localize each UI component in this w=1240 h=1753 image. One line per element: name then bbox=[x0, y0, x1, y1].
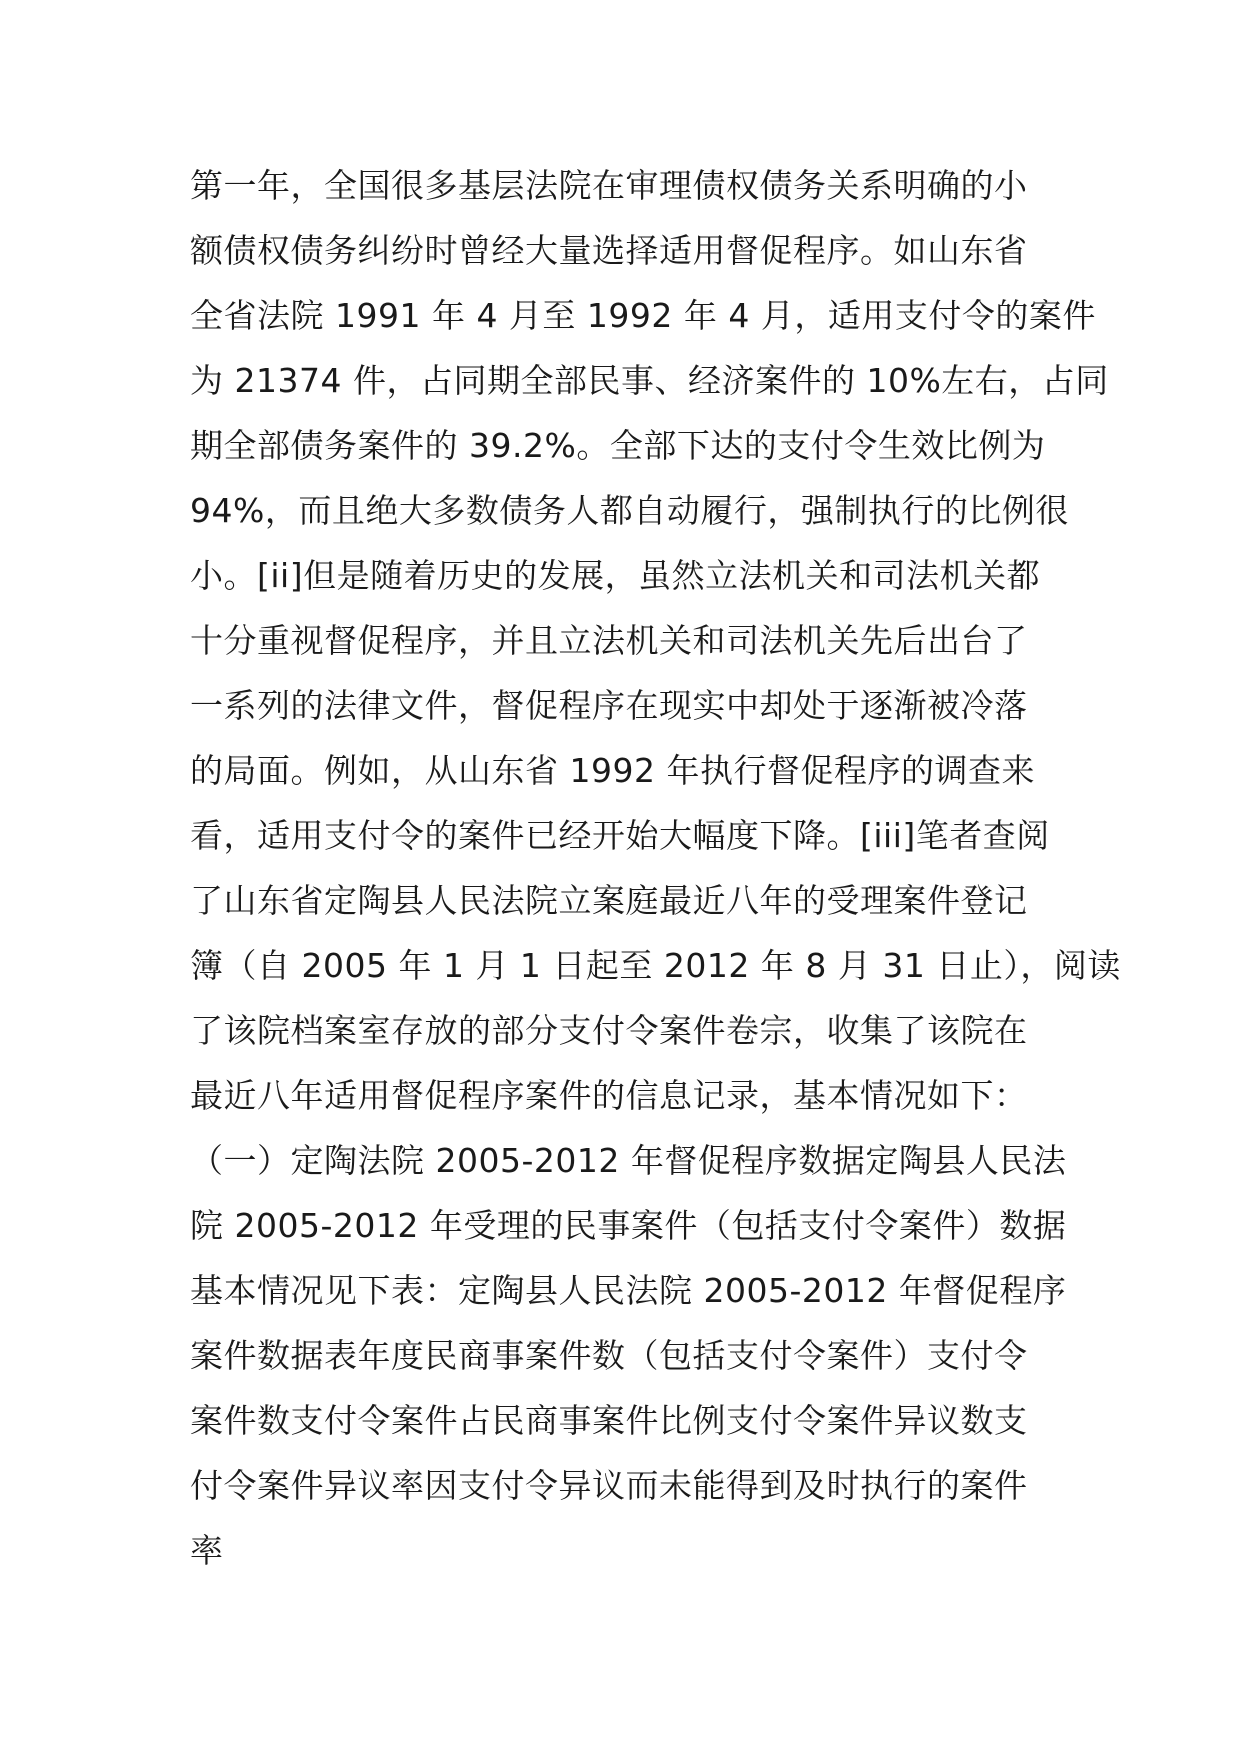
text-line: 小。[ii]但是随着历史的发展，虽然立法机关和司法机关都 bbox=[190, 556, 1041, 595]
text-line: 了该院档案室存放的部分支付令案件卷宗，收集了该院在 bbox=[190, 1011, 1028, 1050]
text-line: 第一年，全国很多基层法院在审理债权债务关系明确的小 bbox=[190, 166, 1028, 205]
text-line: 案件数支付令案件占民商事案件比例支付令案件异议数支 bbox=[190, 1401, 1028, 1440]
text-line: 十分重视督促程序，并且立法机关和司法机关先后出台了 bbox=[190, 621, 1028, 660]
text-line: 率 bbox=[190, 1531, 224, 1570]
text-line: 最近八年适用督促程序案件的信息记录，基本情况如下： bbox=[190, 1076, 1028, 1115]
text-line: 看，适用支付令的案件已经开始大幅度下降。[iii]笔者查阅 bbox=[190, 816, 1050, 855]
text-line: 的局面。例如，从山东省 1992 年执行督促程序的调查来 bbox=[190, 751, 1035, 790]
text-line: （一）定陶法院 2005-2012 年督促程序数据定陶县人民法 bbox=[190, 1141, 1067, 1180]
text-line: 簿（自 2005 年 1 月 1 日起至 2012 年 8 月 31 日止），阅读 bbox=[190, 946, 1121, 985]
text-line: 额债权债务纠纷时曾经大量选择适用督促程序。如山东省 bbox=[190, 231, 1028, 270]
text-line: 院 2005-2012 年受理的民事案件（包括支付令案件）数据 bbox=[190, 1206, 1067, 1245]
text-line: 全省法院 1991 年 4 月至 1992 年 4 月，适用支付令的案件 bbox=[190, 296, 1096, 335]
text-line: 94%，而且绝大多数债务人都自动履行，强制执行的比例很 bbox=[190, 491, 1069, 530]
text-line: 一系列的法律文件，督促程序在现实中却处于逐渐被冷落 bbox=[190, 686, 1028, 725]
body-text bbox=[190, 153, 1121, 1583]
text-line: 期全部债务案件的 39.2%。全部下达的支付令生效比例为 bbox=[190, 426, 1046, 465]
text-line: 为 21374 件，占同期全部民事、经济案件的 10%左右，占同 bbox=[190, 361, 1109, 400]
text-line: 基本情况见下表：定陶县人民法院 2005-2012 年督促程序 bbox=[190, 1271, 1067, 1310]
text-line: 了山东省定陶县人民法院立案庭最近八年的受理案件登记 bbox=[190, 881, 1028, 920]
text-line: 付令案件异议率因支付令异议而未能得到及时执行的案件 bbox=[190, 1466, 1028, 1505]
text-line: 案件数据表年度民商事案件数（包括支付令案件）支付令 bbox=[190, 1336, 1028, 1375]
